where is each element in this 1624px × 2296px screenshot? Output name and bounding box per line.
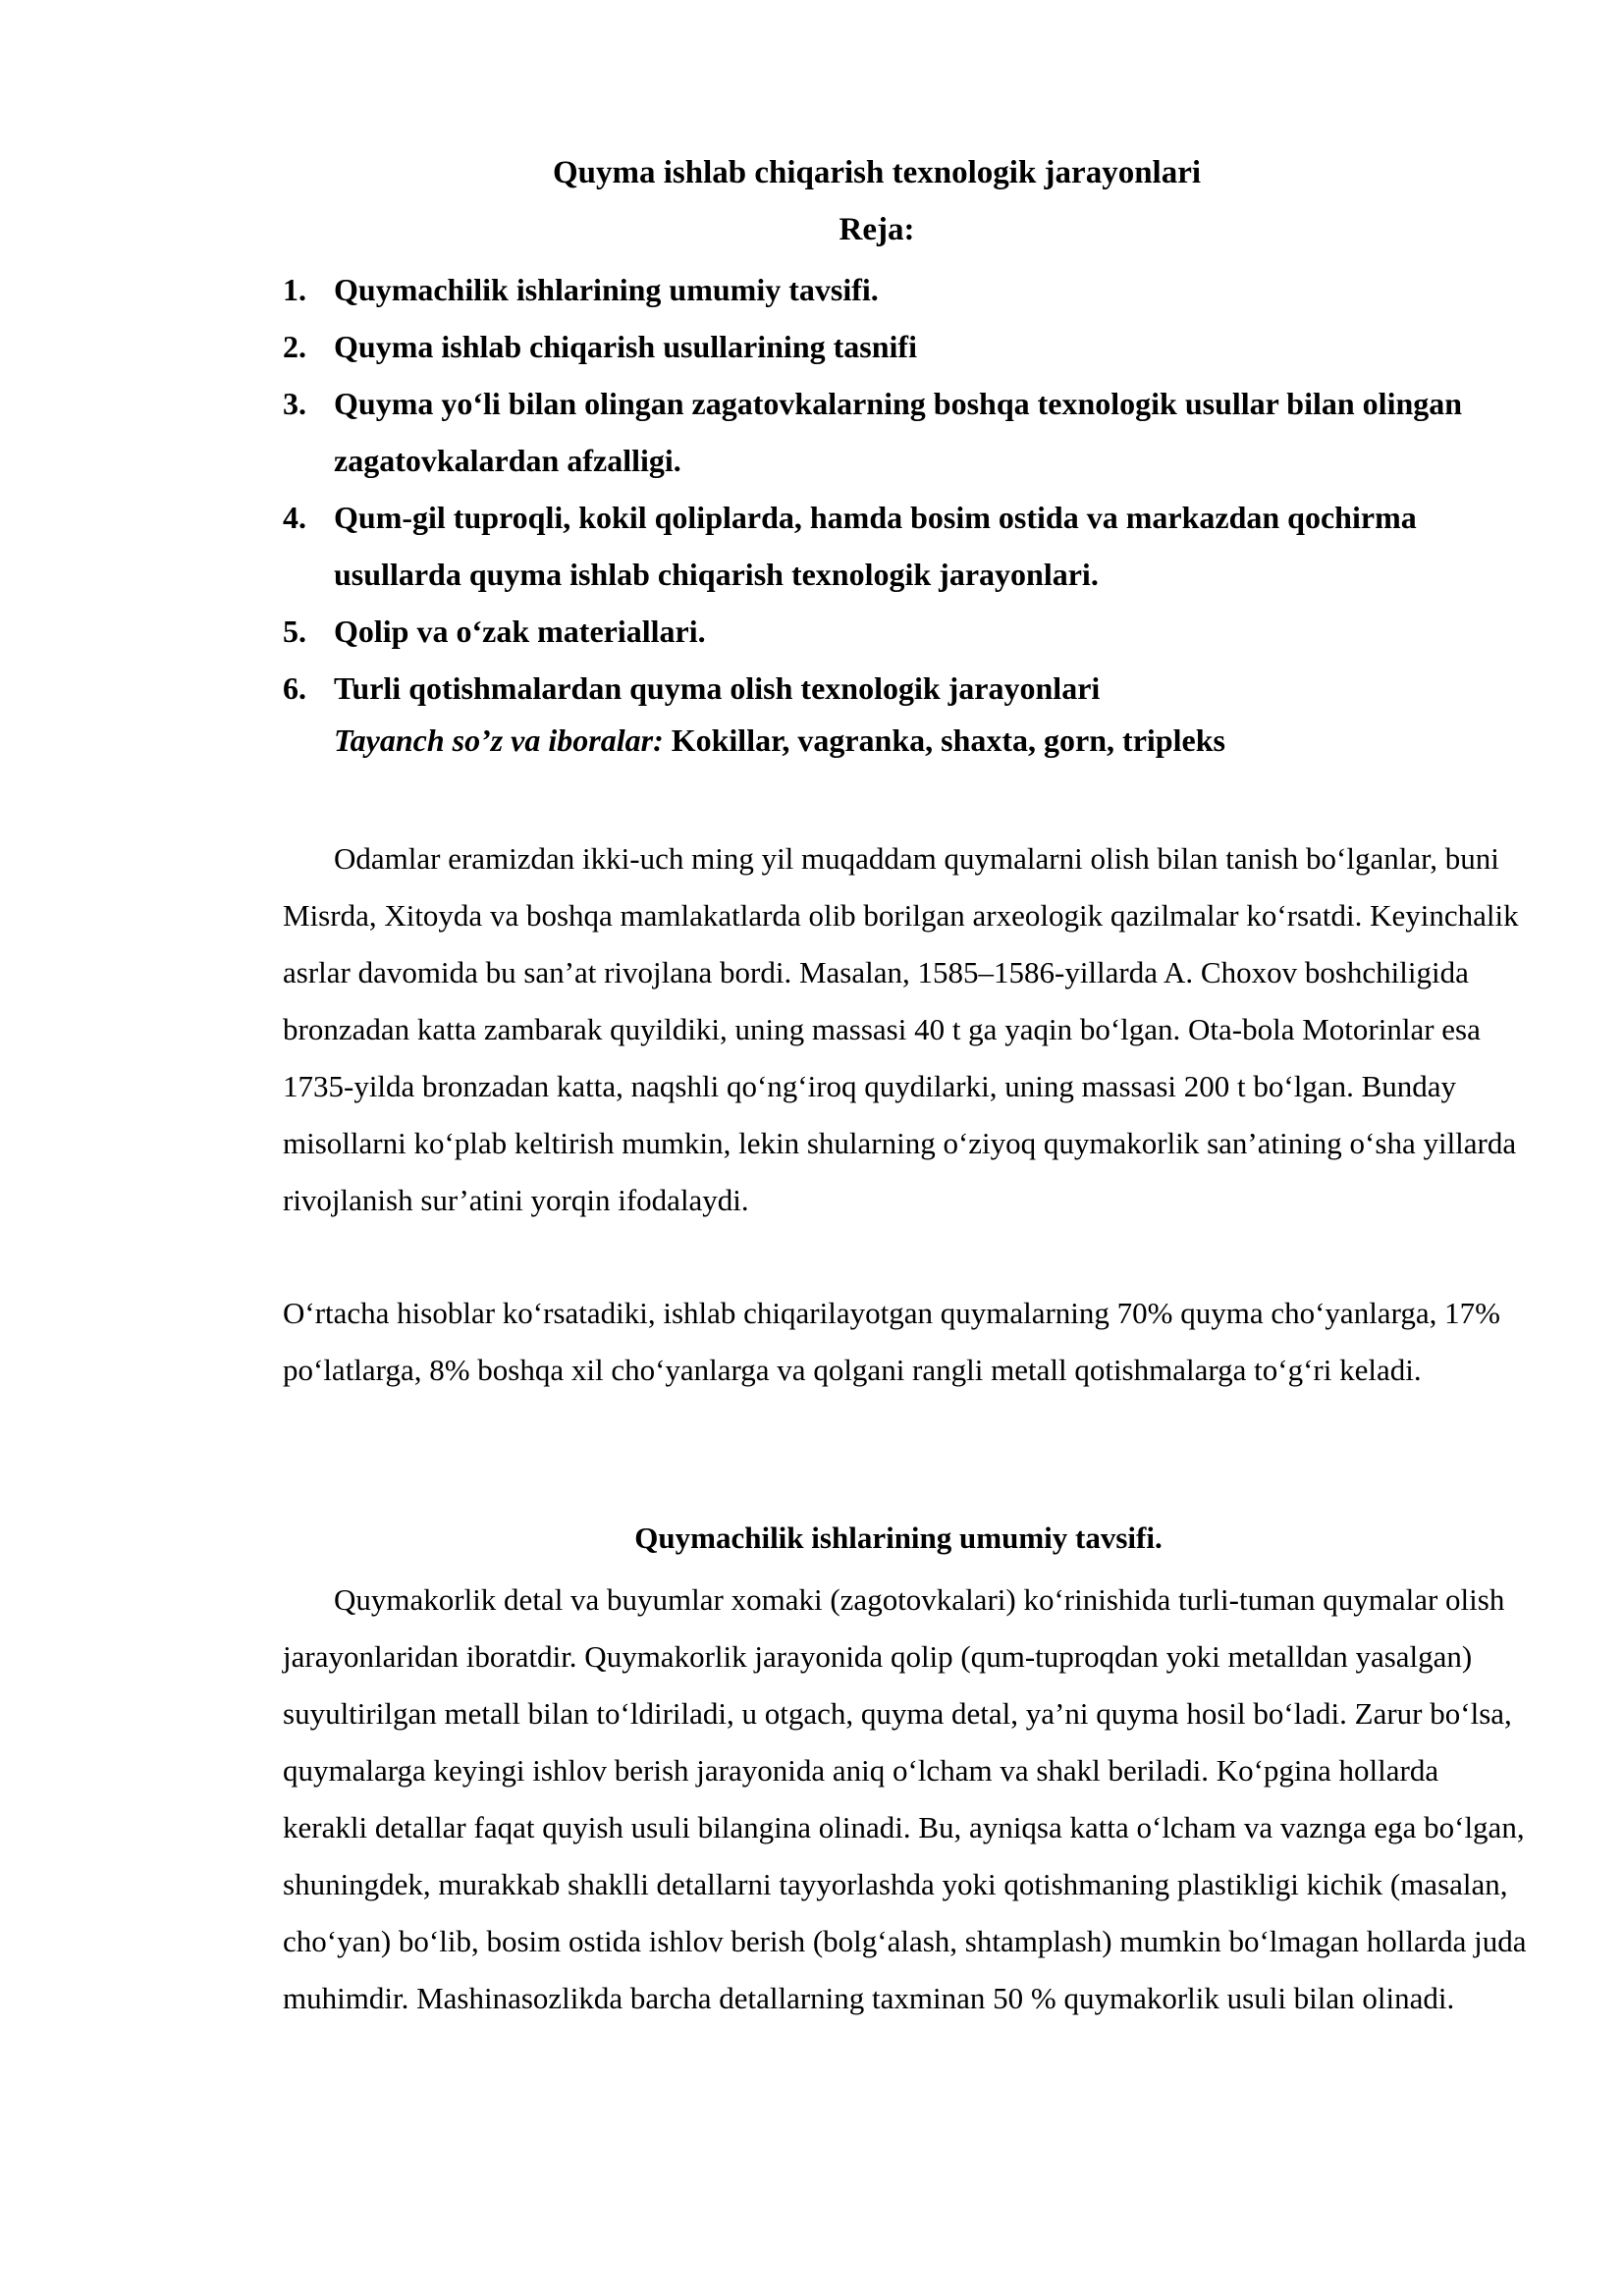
plan-item-number: 2. xyxy=(283,329,306,364)
plan-item xyxy=(283,489,1530,603)
plan-item-number: 1. xyxy=(283,272,306,307)
plan-list xyxy=(283,261,1530,717)
document-title: Quyma ishlab chiqarish texnologik jarayonlari xyxy=(552,155,1202,190)
plan-item xyxy=(283,318,1530,375)
plan-item-text: Qum-gil tuproqli, kokil qoliplarda, hamda bosim ostida va markazdan qochirma usullarda quyma ishlab chiqarish texnologik jarayonlari. xyxy=(334,500,1417,592)
plan-heading: Reja: xyxy=(839,212,915,247)
paragraph-text: Quymakorlik detal va buyumlar xomaki (zagotovkalari) ko‘rinishida turli-tuman quymalar olish jarayonlaridan iboratdir. Quymakorlik jarayonida qolip (qum-tuproqdan yoki metalldan yasalgan) suyultirilgan metall bilan to‘ldiriladi, u otgach, quyma detal, ya’ni quyma hosil bo‘ladi. Zarur bo‘lsa, quymalarga keyingi ishlov berish jarayonida aniq o‘lcham va shakl beriladi. Ko‘pgina hollarda kerakli detallar faqat quyish usuli bilangina olinadi. Bu, ayniqsa katta o‘lcham va vaznga ega bo‘lgan, shuningdek, murakkab shaklli detallarni tayyorlashda yoki qotishmaning plastikligi kichik (masalan, cho‘yan) bo‘lib, bosim ostida ishlov berish (bolg‘alash, shtamplash) mumkin bo‘lmagan hollarda juda muhimdir. Mashinasozlikda barcha detallarning taxminan 50 % quymakorlik usuli bilan olinadi. xyxy=(283,1582,1527,2015)
plan-item-number: 6. xyxy=(283,670,306,706)
keywords-text: Kokillar, vagranka, shaxta, gorn, tripleks xyxy=(663,722,1225,758)
plan-item-text: Quyma ishlab chiqarish usullarining tasnifi xyxy=(334,329,917,364)
keywords-label: Tayanch so’z va iboralar: xyxy=(334,722,664,758)
plan-item-text: Quymachilik ishlarining umumiy tavsifi. xyxy=(334,272,879,307)
plan-item xyxy=(283,660,1530,717)
plan-item xyxy=(283,261,1530,318)
plan-item-number: 3. xyxy=(283,386,306,421)
paragraph-overview xyxy=(283,1572,1530,2027)
keywords-line xyxy=(334,717,1532,764)
paragraph-intro xyxy=(283,830,1530,1229)
plan-item xyxy=(283,375,1530,489)
plan-item-number: 5. xyxy=(283,614,306,649)
plan-item-number: 4. xyxy=(283,500,306,535)
plan-item-text: Quyma yo‘li bilan olingan zagatovkalarning boshqa texnologik usullar bilan olingan zagatovkalardan afzalligi. xyxy=(334,386,1463,478)
plan-item-text: Qolip va o‘zak materiallari. xyxy=(334,614,706,649)
paragraph-statistics: O‘rtacha hisoblar ko‘rsatadiki, ishlab chiqarilayotgan quymalarning 70% quyma cho‘yanlarga, 17% po‘latlarga, 8% boshqa xil cho‘yanlarga va qolgani rangli metall qotishmalarga to‘g‘ri keladi. xyxy=(283,1296,1500,1387)
plan-item-text: Turli qotishmalardan quyma olish texnologik jarayonlari xyxy=(334,670,1101,706)
section-heading: Quymachilik ishlarining umumiy tavsifi. xyxy=(634,1521,1163,1555)
paragraph-text: Odamlar eramizdan ikki-uch ming yil muqaddam quymalarni olish bilan tanish bo‘lganlar, buni Misrda, Xitoyda va boshqa mamlakatlarda olib borilgan arxeologik qazilmalar ko‘rsatdi. Keyinchalik asrlar davomida bu san’at rivojlana bordi. Masalan, 1585–1586-yillarda A. Choxov boshchiligida bronzadan katta zambarak quyildiki, uning massasi 40 t ga yaqin bo‘lgan. Ota-bola Motorinlar esa 1735-yilda bronzadan katta, naqshli qo‘ng‘iroq quydilarki, uning massasi 200 t bo‘lgan. Bunday misollarni ko‘plab keltirish mumkin, lekin shularning o‘ziyoq quymakorlik san’atining o‘sha yillarda rivojlanish sur’atini yorqin ifodalaydi. xyxy=(283,841,1519,1217)
plan-item xyxy=(283,603,1530,660)
